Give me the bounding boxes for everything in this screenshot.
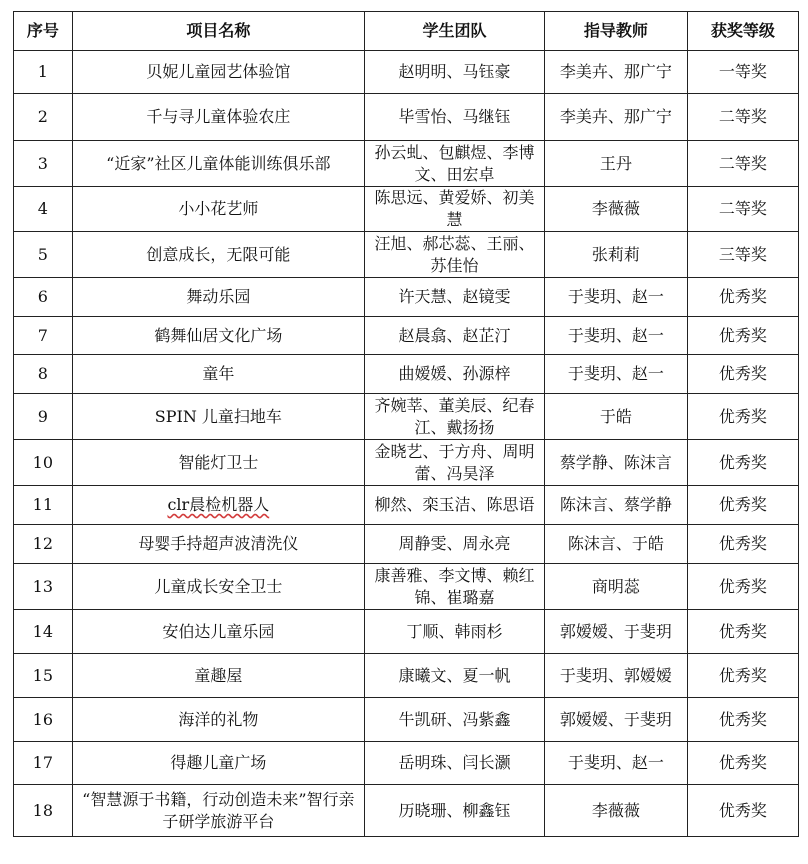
- table-row: [14, 698, 799, 742]
- cell-student-team: 赵晨翕、赵芷汀: [365, 317, 545, 355]
- header-row: [14, 12, 799, 51]
- table-row: [14, 355, 799, 394]
- cell-student-team: 康曦文、夏一帆: [365, 654, 545, 698]
- cell-no: 12: [14, 525, 73, 564]
- cell-project-name: 鹤舞仙居文化广场: [72, 317, 364, 355]
- cell-award-level: 优秀奖: [687, 525, 798, 564]
- cell-project-name: 儿童成长安全卫士: [72, 564, 364, 610]
- cell-project-name: 小小花艺师: [72, 187, 364, 232]
- cell-project-name: “近家”社区儿童体能训练俱乐部: [72, 141, 364, 187]
- cell-award-level: 优秀奖: [687, 440, 798, 486]
- cell-teacher: 郭嫒嫒、于斐玥: [545, 610, 688, 654]
- cell-teacher: 张莉莉: [545, 232, 688, 278]
- cell-student-team: 许天慧、赵镜雯: [365, 278, 545, 317]
- table-row: [14, 440, 799, 486]
- cell-project-name: 舞动乐园: [72, 278, 364, 317]
- table-row: [14, 278, 799, 317]
- cell-student-team: 历晓珊、柳鑫钰: [365, 785, 545, 837]
- cell-award-level: 一等奖: [687, 51, 798, 94]
- cell-student-team: 曲嫒媛、孙源梓: [365, 355, 545, 394]
- cell-project-name: 创意成长，无限可能: [72, 232, 364, 278]
- cell-project-name: [72, 486, 364, 525]
- cell-teacher: 李薇薇: [545, 785, 688, 837]
- cell-award-level: 优秀奖: [687, 698, 798, 742]
- cell-teacher: 陈沫言、蔡学静: [545, 486, 688, 525]
- cell-student-team: 赵明明、马钰豪: [365, 51, 545, 94]
- table-row: [14, 610, 799, 654]
- cell-no: 7: [14, 317, 73, 355]
- cell-project-name: 得趣儿童广场: [72, 742, 364, 785]
- project-name-text: clr晨检机器人: [167, 495, 270, 514]
- table-row: [14, 94, 799, 141]
- cell-student-team: 毕雪怡、马继钰: [365, 94, 545, 141]
- table-row: [14, 742, 799, 785]
- cell-no: 15: [14, 654, 73, 698]
- cell-teacher: 于斐玥、赵一: [545, 355, 688, 394]
- cell-no: 11: [14, 486, 73, 525]
- header-student-team: 学生团队: [365, 12, 545, 51]
- cell-student-team: 柳然、栾玉洁、陈思语: [365, 486, 545, 525]
- header-project-name: 项目名称: [72, 12, 364, 51]
- cell-award-level: 优秀奖: [687, 278, 798, 317]
- awards-table: [13, 11, 799, 837]
- table-row: [14, 486, 799, 525]
- table-row: [14, 232, 799, 278]
- cell-project-name: 贝妮儿童园艺体验馆: [72, 51, 364, 94]
- cell-student-team: 齐婉莘、董美辰、纪春江、戴扬扬: [365, 394, 545, 440]
- cell-student-team: 康善雅、李文博、赖红锦、崔璐嘉: [365, 564, 545, 610]
- table-row: [14, 141, 799, 187]
- table-header: [14, 12, 799, 51]
- cell-project-name: 母婴手持超声波清洗仪: [72, 525, 364, 564]
- cell-award-level: 二等奖: [687, 141, 798, 187]
- cell-no: 14: [14, 610, 73, 654]
- cell-project-name: SPIN 儿童扫地车: [72, 394, 364, 440]
- cell-teacher: 李美卉、那广宁: [545, 94, 688, 141]
- header-award-level: 获奖等级: [687, 12, 798, 51]
- cell-teacher: 王丹: [545, 141, 688, 187]
- cell-project-name: 千与寻儿童体验农庄: [72, 94, 364, 141]
- cell-award-level: 优秀奖: [687, 564, 798, 610]
- cell-award-level: 优秀奖: [687, 355, 798, 394]
- cell-teacher: 陈沫言、于皓: [545, 525, 688, 564]
- table-row: [14, 394, 799, 440]
- cell-teacher: 蔡学静、陈沫言: [545, 440, 688, 486]
- cell-award-level: 优秀奖: [687, 742, 798, 785]
- cell-no: 2: [14, 94, 73, 141]
- cell-project-name: 安伯达儿童乐园: [72, 610, 364, 654]
- cell-student-team: 丁顺、韩雨杉: [365, 610, 545, 654]
- cell-student-team: 孙云虬、包麒煜、李博文、田宏卓: [365, 141, 545, 187]
- cell-no: 18: [14, 785, 73, 837]
- cell-teacher: 李薇薇: [545, 187, 688, 232]
- cell-teacher: 于斐玥、赵一: [545, 742, 688, 785]
- cell-award-level: 优秀奖: [687, 610, 798, 654]
- table-row: [14, 51, 799, 94]
- cell-no: 16: [14, 698, 73, 742]
- cell-award-level: 二等奖: [687, 94, 798, 141]
- cell-teacher: 于斐玥、赵一: [545, 278, 688, 317]
- cell-project-name: 智能灯卫士: [72, 440, 364, 486]
- cell-teacher: 商明蕊: [545, 564, 688, 610]
- table-row: [14, 187, 799, 232]
- cell-award-level: 优秀奖: [687, 317, 798, 355]
- cell-project-name: 海洋的礼物: [72, 698, 364, 742]
- cell-teacher: 于皓: [545, 394, 688, 440]
- cell-student-team: 汪旭、郝芯蕊、王丽、苏佳怡: [365, 232, 545, 278]
- cell-project-name: 童趣屋: [72, 654, 364, 698]
- cell-student-team: 周静雯、周永亮: [365, 525, 545, 564]
- cell-project-name: “智慧源于书籍，行动创造未来”智行亲子研学旅游平台: [72, 785, 364, 837]
- table-row: [14, 525, 799, 564]
- cell-no: 8: [14, 355, 73, 394]
- header-teacher: 指导教师: [545, 12, 688, 51]
- cell-no: 5: [14, 232, 73, 278]
- cell-teacher: 于斐玥、郭嫒嫒: [545, 654, 688, 698]
- cell-no: 13: [14, 564, 73, 610]
- cell-student-team: 金晓艺、于方舟、周明蕾、冯昊泽: [365, 440, 545, 486]
- cell-award-level: 优秀奖: [687, 486, 798, 525]
- cell-no: 10: [14, 440, 73, 486]
- cell-no: 4: [14, 187, 73, 232]
- cell-teacher: 于斐玥、赵一: [545, 317, 688, 355]
- cell-award-level: 优秀奖: [687, 394, 798, 440]
- cell-award-level: 三等奖: [687, 232, 798, 278]
- header-no: 序号: [14, 12, 73, 51]
- cell-award-level: 二等奖: [687, 187, 798, 232]
- cell-no: 9: [14, 394, 73, 440]
- cell-no: 3: [14, 141, 73, 187]
- cell-no: 17: [14, 742, 73, 785]
- cell-student-team: 陈思远、黄爱娇、初美慧: [365, 187, 545, 232]
- table-body: [14, 51, 799, 837]
- cell-student-team: 岳明珠、闫长灏: [365, 742, 545, 785]
- table-row: [14, 317, 799, 355]
- cell-teacher: 李美卉、那广宁: [545, 51, 688, 94]
- cell-no: 1: [14, 51, 73, 94]
- cell-student-team: 牛凯研、冯紫鑫: [365, 698, 545, 742]
- cell-project-name: 童年: [72, 355, 364, 394]
- cell-award-level: 优秀奖: [687, 785, 798, 837]
- table-row: [14, 654, 799, 698]
- table-row: [14, 785, 799, 837]
- table-row: [14, 564, 799, 610]
- cell-award-level: 优秀奖: [687, 654, 798, 698]
- cell-no: 6: [14, 278, 73, 317]
- cell-teacher: 郭嫒嫒、于斐玥: [545, 698, 688, 742]
